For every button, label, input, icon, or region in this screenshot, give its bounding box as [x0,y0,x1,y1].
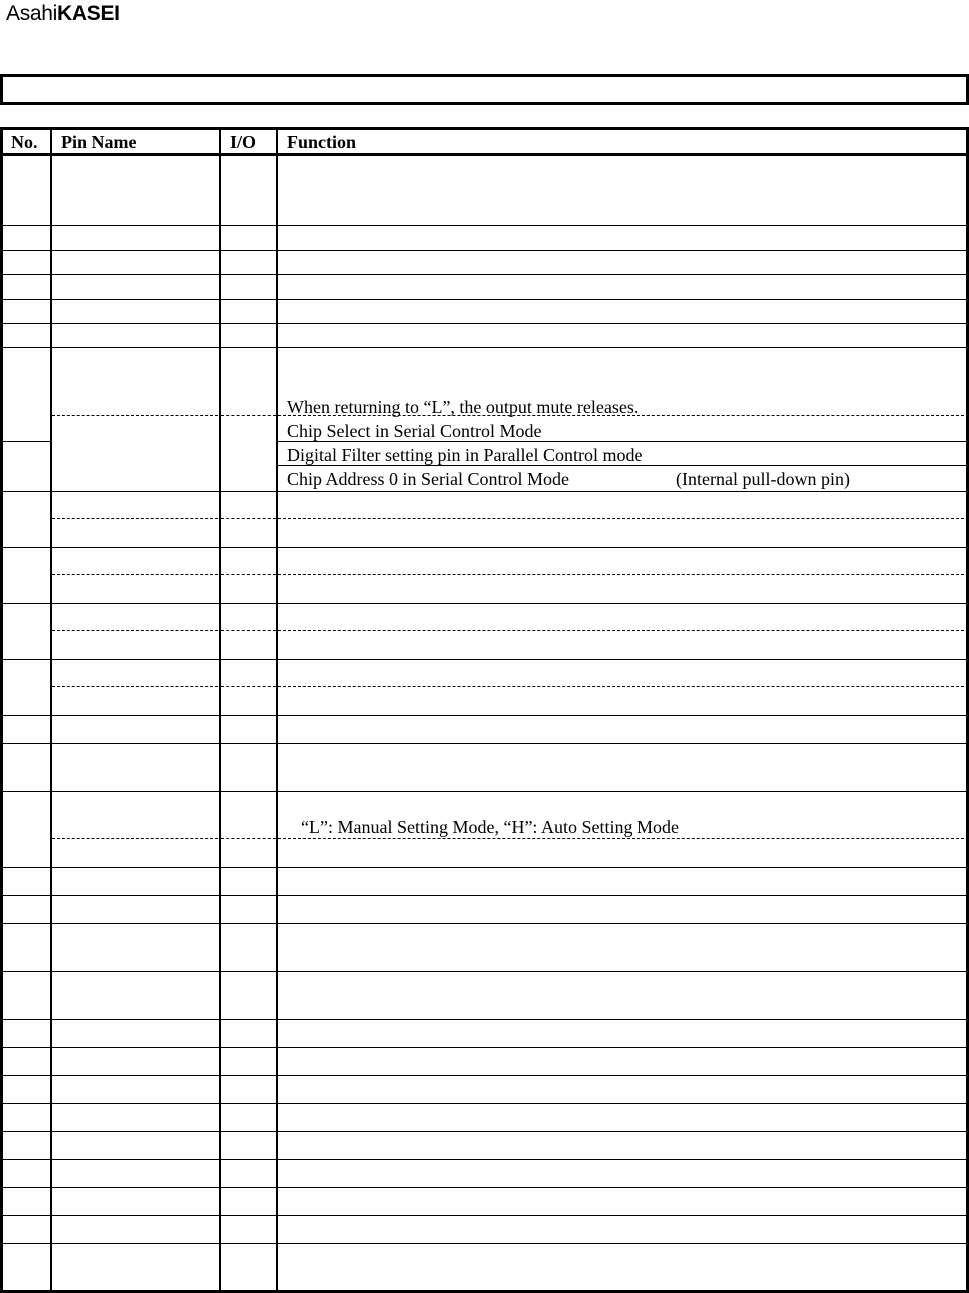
dashed-separator [278,574,969,575]
row-separator [0,867,969,868]
dashed-separator [52,518,218,519]
row-separator [0,603,969,604]
header-io: I/O [230,132,257,152]
dashed-separator [221,574,276,575]
row-separator [0,491,969,492]
dashed-separator [52,838,218,839]
table-frame [0,127,969,1293]
header-separator [0,153,969,156]
row-separator [0,274,969,275]
row-separator [0,743,969,744]
row-separator [0,659,969,660]
dashed-separator [221,630,276,631]
no-column-separator [0,441,50,442]
row-separator [0,299,969,300]
row-separator [0,1019,969,1020]
row-separator [0,225,969,226]
header-function: Function [287,132,357,152]
pin-function-table [0,127,969,1293]
asahi-kasei-logo: AsahiKASEI [6,2,120,25]
row-separator [0,1075,969,1076]
dashed-separator [278,630,969,631]
row-separator [0,1131,969,1132]
function-text-pull-down: (Internal pull-down pin) [676,469,850,489]
row-separator [0,895,969,896]
row-separator [0,1215,969,1216]
dashed-separator [221,838,276,839]
row-separator [0,1103,969,1104]
function-text-chip-select: Chip Select in Serial Control Mode [287,421,542,441]
dashed-separator [221,686,276,687]
section-title-box [0,74,969,105]
function-text-digital-filter: Digital Filter setting pin in Parallel Control mode [287,445,643,465]
header-no: No. [11,132,38,152]
row-separator [0,1159,969,1160]
row-separator [0,547,969,548]
row-separator [0,323,969,324]
dashed-separator [221,518,276,519]
row-separator [0,347,969,348]
dashed-separator [52,630,218,631]
row-separator [0,791,969,792]
dashed-separator [52,415,218,416]
dashed-separator [52,686,218,687]
header-pin-name: Pin Name [61,132,137,152]
row-separator [0,923,969,924]
col-separator-no [50,127,52,1293]
col-separator-pin [219,127,221,1293]
row-separator [0,1243,969,1244]
function-text-mute-release: When returning to “L”, the output mute releases. [287,397,639,417]
dashed-separator [278,518,969,519]
row-separator [0,250,969,251]
function-text-chip-address: Chip Address 0 in Serial Control Mode [287,469,569,489]
col-separator-io [276,127,278,1293]
dashed-separator [221,415,276,416]
dashed-separator [52,574,218,575]
function-text-setting-mode: “L”: Manual Setting Mode, “H”: Auto Setting Mode [301,817,679,837]
dashed-separator [278,686,969,687]
dashed-separator [278,838,969,839]
row-separator [0,1047,969,1048]
row-separator [0,971,969,972]
row-separator [0,1187,969,1188]
row-separator [0,715,969,716]
